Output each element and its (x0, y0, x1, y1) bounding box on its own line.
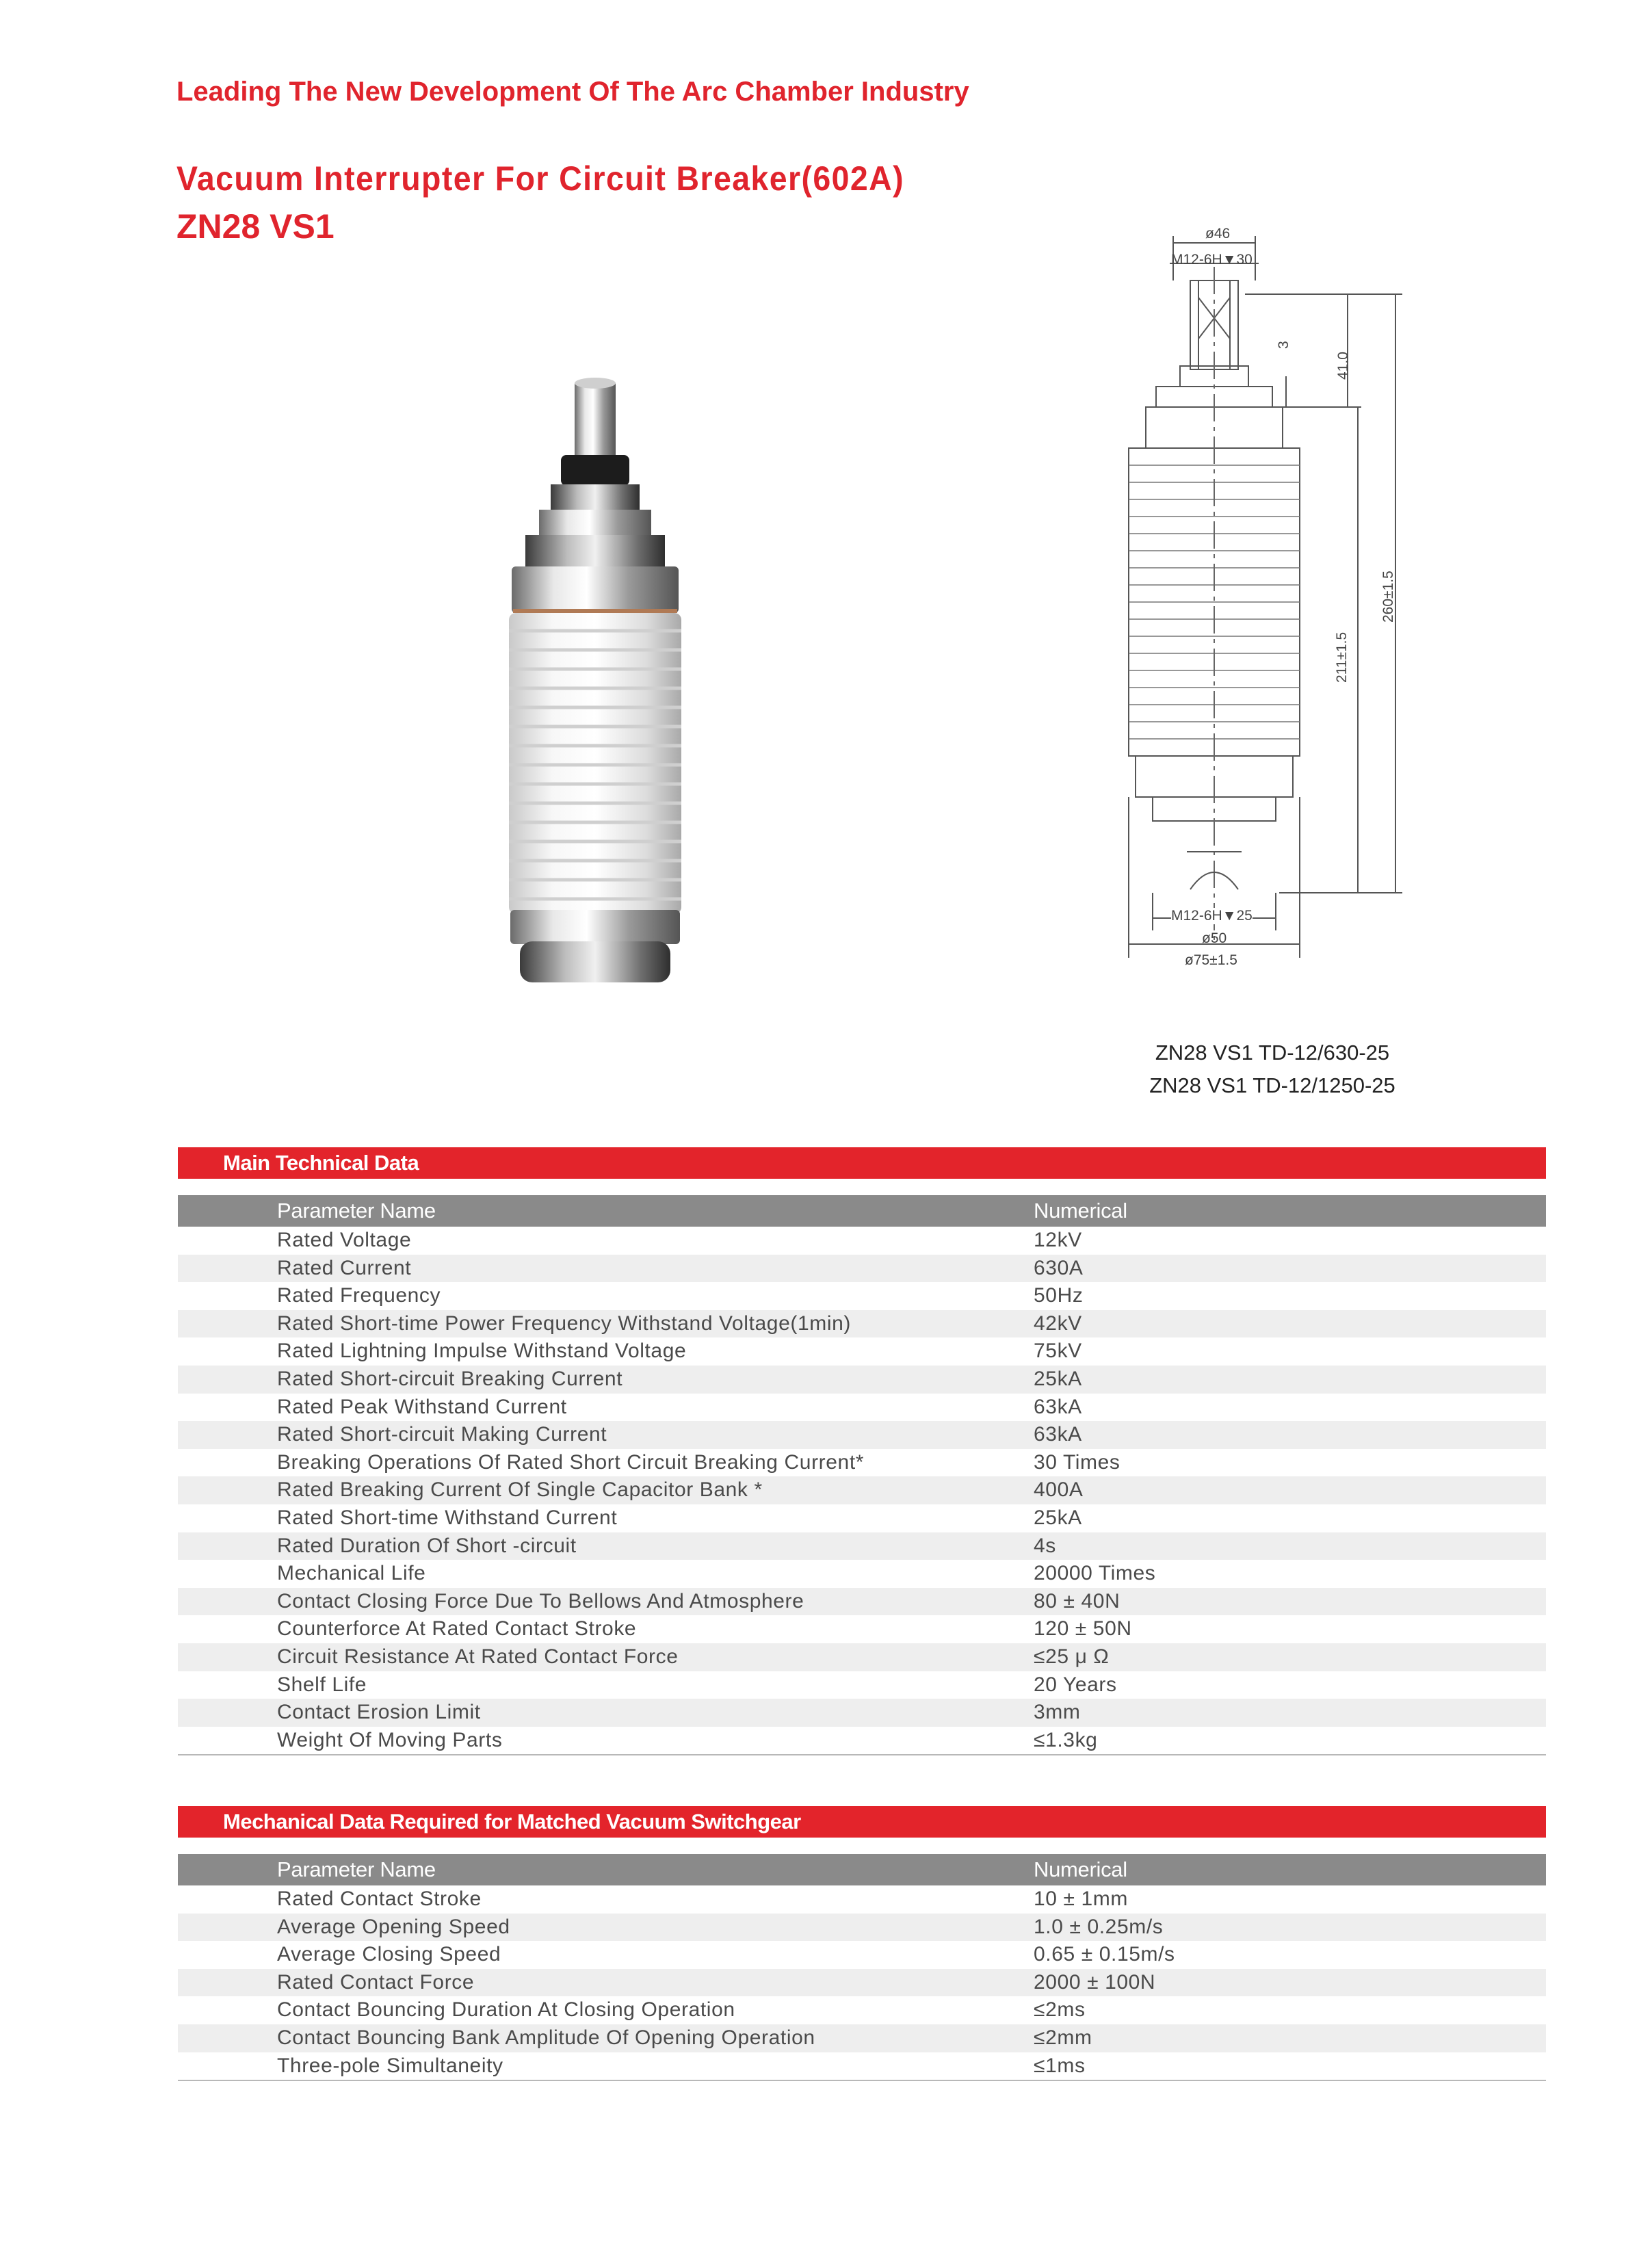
table-row (178, 1227, 1546, 1255)
table-row (178, 1671, 1546, 1699)
table-row (178, 1366, 1546, 1394)
table-row (178, 1727, 1546, 1755)
param-name: Rated Peak Withstand Current (277, 1395, 567, 1418)
param-name: Contact Closing Force Due To Bellows And Atmosphere (277, 1589, 804, 1612)
dim-bottom-diameter: ø50 (1202, 930, 1227, 946)
param-name: Rated Short-circuit Making Current (277, 1423, 607, 1446)
param-value: ≤1.3kg (1034, 1728, 1098, 1751)
dim-top-diameter: ø46 (1205, 226, 1231, 241)
col-parameter-name: Parameter Name (277, 1199, 436, 1223)
table-header (178, 1195, 1546, 1227)
param-name: Contact Bouncing Duration At Closing Operation (277, 1998, 735, 2022)
param-value: 75kV (1034, 1340, 1082, 1363)
table-row (178, 1337, 1546, 1366)
mechanical-data-section (178, 1806, 1546, 2081)
table-row (178, 1421, 1546, 1449)
param-name: Rated Current (277, 1256, 412, 1279)
param-name: Rated Contact Stroke (277, 1888, 482, 1910)
table-row (178, 1643, 1546, 1671)
param-name: Counterforce At Rated Contact Stroke (277, 1617, 637, 1641)
param-value: 12kV (1034, 1229, 1082, 1251)
param-name: Rated Short-time Withstand Current (277, 1506, 618, 1529)
dim-top-thread: M12-6H▼30 (1171, 252, 1253, 267)
param-value: 42kV (1034, 1311, 1082, 1335)
table-row (178, 1282, 1546, 1310)
table-header (178, 1854, 1546, 1885)
param-value: 50Hz (1034, 1284, 1084, 1307)
table-row (178, 1394, 1546, 1422)
param-value: ≤2mm (1034, 2026, 1092, 2049)
col-numerical: Numerical (1034, 1199, 1127, 1223)
dim-41: 41.0 (1335, 352, 1351, 380)
product-photo (479, 363, 725, 999)
table-row (178, 1941, 1546, 1969)
col-numerical: Numerical (1034, 1857, 1127, 1881)
param-name: Contact Bouncing Bank Amplitude Of Opening Operation (277, 2026, 815, 2049)
param-value: 25kA (1034, 1506, 1082, 1529)
table-row (178, 1476, 1546, 1504)
table-row (178, 1255, 1546, 1283)
dim-260: 260±1.5 (1380, 571, 1396, 623)
param-name: Three-pole Simultaneity (277, 2054, 503, 2077)
param-value: 25kA (1034, 1367, 1082, 1390)
param-value: 1.0 ± 0.25m/s (1034, 1915, 1164, 1938)
param-name: Breaking Operations Of Rated Short Circuit Breaking Current* (277, 1450, 865, 1474)
tagline: Leading The New Development Of The Arc Chamber Industry (176, 77, 969, 107)
param-value: 400A (1034, 1478, 1084, 1502)
param-name: Rated Short-circuit Breaking Current (277, 1367, 623, 1390)
param-value: 0.65 ± 0.15m/s (1034, 1943, 1175, 1966)
param-value: 120 ± 50N (1034, 1617, 1132, 1641)
param-name: Contact Erosion Limit (277, 1701, 481, 1724)
table-row (178, 1560, 1546, 1588)
param-value: 10 ± 1mm (1034, 1888, 1128, 1910)
param-value: 20 Years (1034, 1673, 1117, 1696)
param-name: Rated Duration Of Short -circuit (277, 1534, 577, 1557)
param-value: ≤2ms (1034, 1998, 1086, 2022)
param-name: Weight Of Moving Parts (277, 1728, 503, 1751)
param-value: 4s (1034, 1534, 1056, 1557)
param-name: Rated Lightning Impulse Withstand Voltage (277, 1340, 687, 1363)
table-row (178, 2024, 1546, 2052)
mechanical-table (178, 1854, 1546, 2081)
main-table (178, 1195, 1546, 1755)
param-name: Average Closing Speed (277, 1943, 501, 1966)
param-name: Shelf Life (277, 1673, 367, 1696)
table-row (178, 1969, 1546, 1997)
table-row (178, 1532, 1546, 1561)
param-name: Rated Short-time Power Frequency Withstand Voltage(1min) (277, 1311, 851, 1335)
section-title: Mechanical Data Required for Matched Vacuum Switchgear (178, 1806, 1546, 1838)
main-technical-data-section (178, 1147, 1546, 1755)
param-value: 63kA (1034, 1423, 1082, 1446)
table-row (178, 1449, 1546, 1477)
section-title: Main Technical Data (178, 1147, 1546, 1179)
col-parameter-name: Parameter Name (277, 1857, 436, 1881)
product-model: ZN28 VS1 (176, 207, 335, 246)
param-value: 3mm (1034, 1701, 1081, 1724)
table-row (178, 1588, 1546, 1616)
param-value: 30 Times (1034, 1450, 1120, 1474)
param-name: Rated Breaking Current Of Single Capacitor Bank * (277, 1478, 763, 1502)
param-name: Average Opening Speed (277, 1915, 510, 1938)
dim-211: 211±1.5 (1334, 631, 1350, 683)
table-row (178, 1914, 1546, 1942)
table-row (178, 1504, 1546, 1532)
product-title: Vacuum Interrupter For Circuit Breaker(602A) (176, 159, 905, 198)
param-value: ≤1ms (1034, 2054, 1086, 2077)
table-row (178, 1615, 1546, 1643)
table-row (178, 1996, 1546, 2024)
param-value: 2000 ± 100N (1034, 1970, 1156, 1994)
model-variants (1094, 1036, 1450, 1102)
param-value: 20000 Times (1034, 1562, 1156, 1585)
param-name: Rated Frequency (277, 1284, 441, 1307)
param-value: 80 ± 40N (1034, 1589, 1120, 1612)
param-name: Mechanical Life (277, 1562, 426, 1585)
dim-overall-diameter: ø75±1.5 (1185, 952, 1237, 968)
dim-bottom-thread: M12-6H▼25 (1171, 908, 1253, 924)
dim-3: 3 (1276, 341, 1292, 349)
param-value: 630A (1034, 1256, 1084, 1279)
variant-630: ZN28 VS1 TD-12/630-25 (1155, 1041, 1390, 1065)
param-name: Circuit Resistance At Rated Contact Force (277, 1645, 679, 1668)
table-row (178, 1885, 1546, 1914)
table-row (178, 2052, 1546, 2080)
param-value: ≤25 μ Ω (1034, 1645, 1110, 1668)
variant-1250: ZN28 VS1 TD-12/1250-25 (1149, 1073, 1395, 1097)
param-name: Rated Voltage (277, 1229, 412, 1251)
param-name: Rated Contact Force (277, 1970, 475, 1994)
table-row (178, 1310, 1546, 1338)
param-value: 63kA (1034, 1395, 1082, 1418)
table-row (178, 1699, 1546, 1727)
